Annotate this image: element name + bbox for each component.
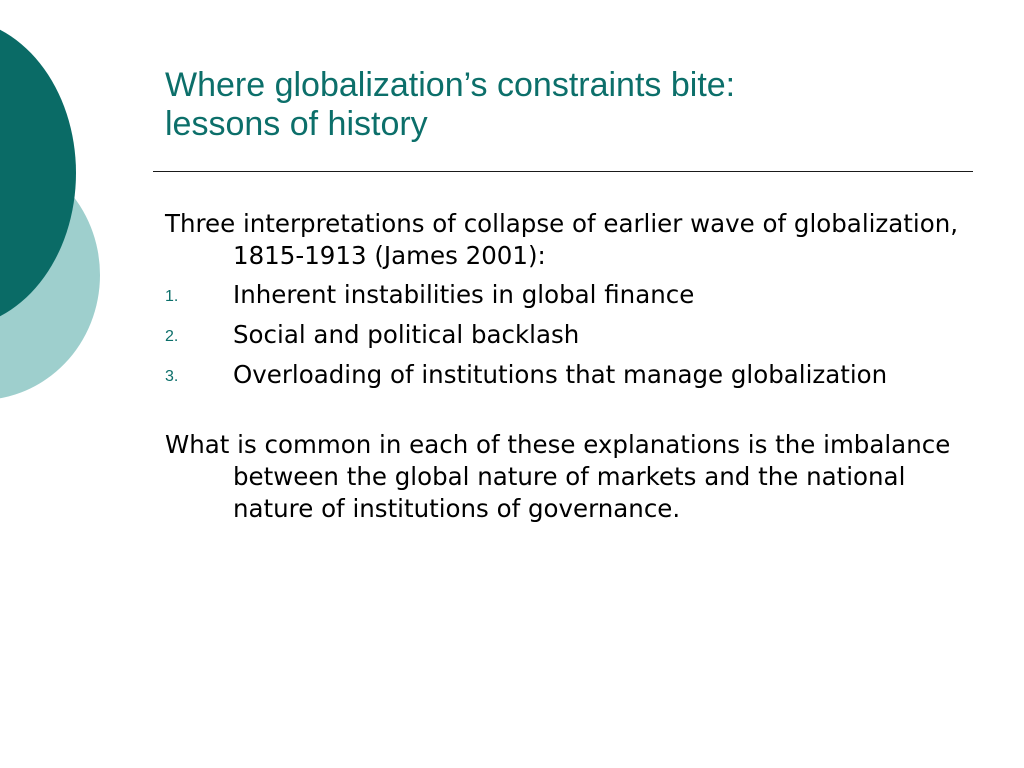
list-item-number: 2. [165, 328, 179, 345]
intro-paragraph: Three interpretations of collapse of earlier wave of globalization, 1815-1913 (James 2001): [165, 209, 959, 270]
interpretations-list [165, 279, 975, 391]
list-item [165, 359, 975, 391]
list-item [165, 319, 975, 351]
slide-title [165, 66, 965, 144]
title-divider [153, 171, 973, 172]
slide-title-line-1: Where globalization’s constraints bite: [165, 66, 736, 104]
list-item-text: Social and political backlash [233, 320, 580, 349]
conclusion-paragraph: What is common in each of these explanations is the imbalance between the global nature of markets and the national nature of institutions of governance. [165, 430, 951, 523]
slide-body [165, 208, 975, 525]
list-item-number: 3. [165, 368, 179, 385]
slide-title-line-2: lessons of history [165, 105, 428, 143]
list-item-text: Inherent instabilities in global finance [233, 280, 695, 309]
list-item-text: Overloading of institutions that manage globalization [233, 360, 888, 389]
list-item-number: 1. [165, 288, 179, 305]
list-item [165, 279, 975, 311]
